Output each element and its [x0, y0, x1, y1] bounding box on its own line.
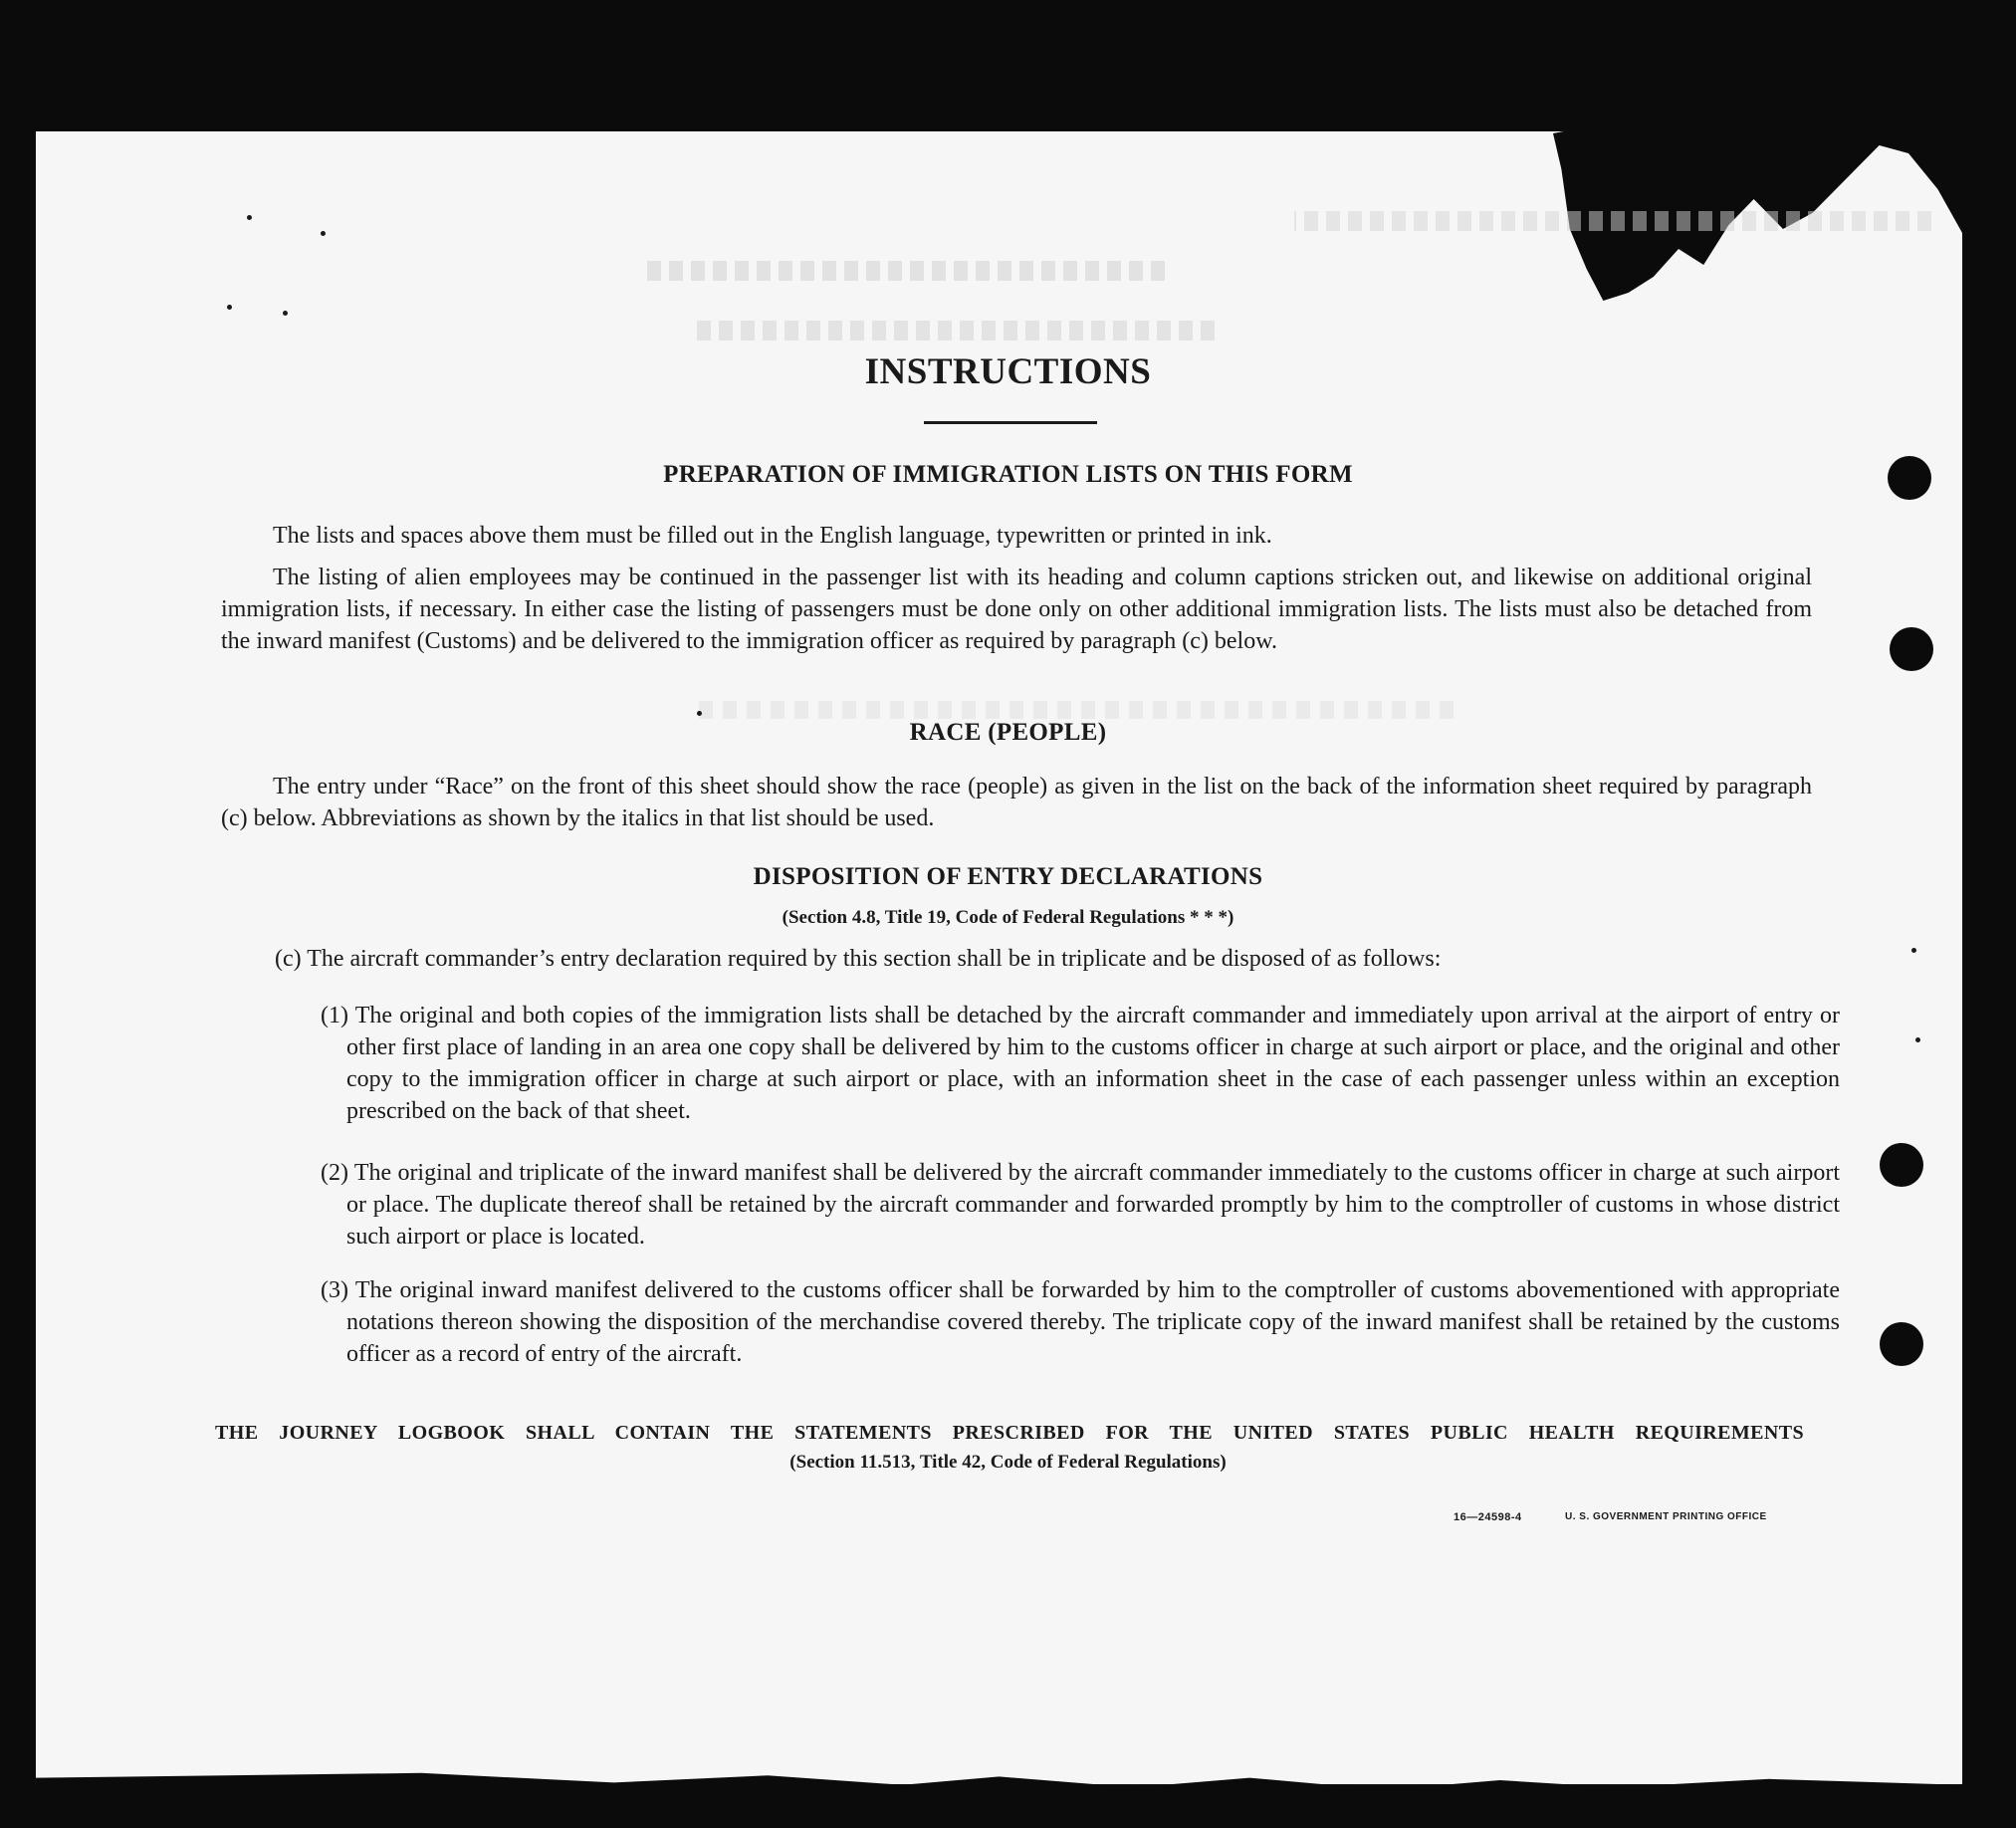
list-item: (3) The original inward manifest delivered to the customs officer shall be forwarded by him to the comptroller of customs abovementioned with appropriate notations thereon showing the disposition of the merchandise covered thereby. The triplicate copy of the inward manifest shall be retained by the customs officer as a record of entry of the aircraft.	[321, 1277, 1840, 1367]
paragraph-text: The entry under “Race” on the front of this sheet should show the race (people) as given in the list on the back of the information sheet required by paragraph (c) below. Abbreviations as shown by the italics in that list should be used.	[221, 774, 1812, 831]
paragraph-intro: (c) The aircraft commander’s entry declaration required by this section shall be in triplicate and be disposed of as follows:	[275, 946, 1442, 972]
printer-imprint: U. S. GOVERNMENT PRINTING OFFICE	[1565, 1511, 1767, 1522]
paragraph-text: The lists and spaces above them must be filled out in the English language, typewritten or printed in ink.	[273, 523, 1272, 549]
title-underline	[924, 421, 1097, 424]
section-heading-race: RACE (PEOPLE)	[909, 719, 1107, 746]
paragraph-text: The listing of alien employees may be continued in the passenger list with its heading and column captions stricken out, and likewise on additional original immigration lists, if necessary. In either case the listing of passengers must be done only on other additional immigration lists. The lists must also be detached from the inward manifest (Customs) and be delivered to the immigration officer as required by paragraph (c) below.	[221, 565, 1812, 654]
list-item: (2) The original and triplicate of the inward manifest shall be delivered by the aircraft commander immediately to the customs officer in charge at such airport or place. The duplicate thereof shall be retained by the aircraft commander and forwarded promptly by him to the comptroller of customs in whose district such airport or place is located.	[321, 1160, 1840, 1250]
document-title: INSTRUCTIONS	[864, 351, 1152, 392]
paragraph	[221, 562, 1812, 657]
footer-statement: THE JOURNEY LOGBOOK SHALL CONTAIN THE STATEMENTS PRESCRIBED FOR THE UNITED STATES PUBLIC HEALTH REQUIREMENTS	[215, 1422, 1804, 1444]
paragraph	[221, 771, 1812, 834]
section-heading-disposition: DISPOSITION OF ENTRY DECLARATIONS	[753, 863, 1263, 890]
list-item: (1) The original and both copies of the immigration lists shall be detached by the aircraft commander and immediately upon arrival at the airport of entry or other first place of landing in an area one copy shall be delivered by him to the customs officer in charge at such airport or place, and the original and other copy to the immigration officer in charge at such airport or place, with an information sheet in the case of each passenger unless within an exception prescribed on the back of that sheet.	[321, 1003, 1840, 1124]
footer-citation: (Section 11.513, Title 42, Code of Federal Regulations)	[789, 1452, 1227, 1473]
section-heading-preparation: PREPARATION OF IMMIGRATION LISTS ON THIS FORM	[663, 461, 1353, 488]
form-number: 16—24598-4	[1454, 1511, 1522, 1523]
paragraph	[221, 520, 1812, 552]
section-citation: (Section 4.8, Title 19, Code of Federal Regulations * * *)	[782, 907, 1234, 928]
